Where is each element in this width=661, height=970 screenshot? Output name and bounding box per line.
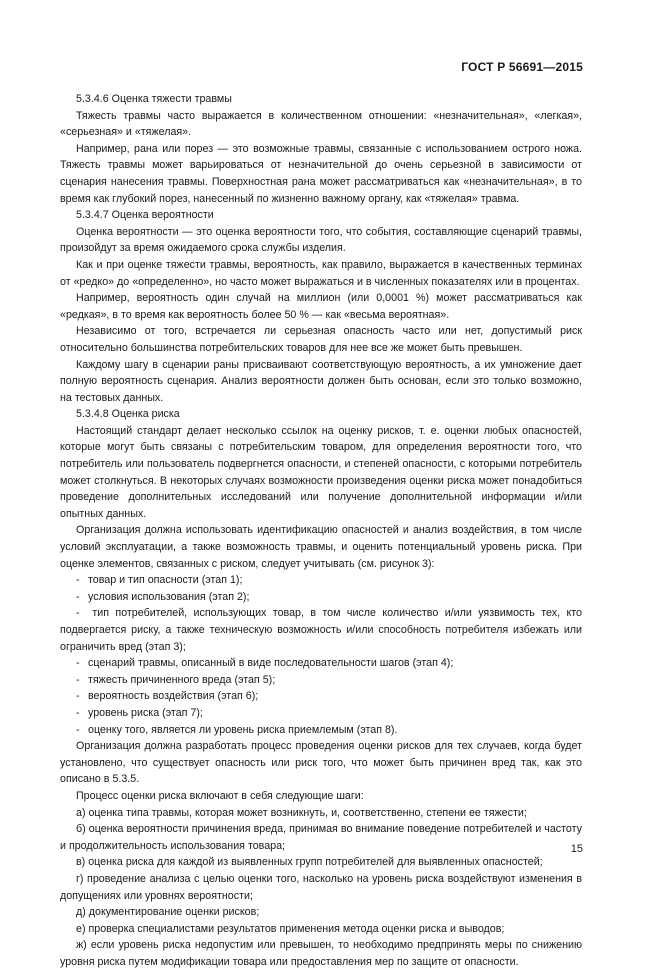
list-item [60, 672, 582, 689]
paragraph: Процесс оценки риска включают в себя следующие шаги: [76, 789, 364, 802]
list-item [60, 589, 582, 606]
list-item-text: вероятность воздействия (этап 6); [88, 690, 259, 703]
paragraph: Оценка вероятности — это оценка вероятности того, что события, составляющие сценарий травмы, произойдут за время ожидаемого срока службы изделия. [60, 225, 582, 255]
list-item-text: оценку того, является ли уровень риска приемлемым (этап 8). [88, 723, 398, 736]
section-heading-5-3-4-6: 5.3.4.6 Оценка тяжести травмы [76, 93, 232, 105]
list-item [60, 722, 582, 739]
list-item-text: сценарий травмы, описанный в виде последовательности шагов (этап 4); [88, 657, 454, 670]
paragraph: Как и при оценке тяжести травмы, вероятность, как правило, выражается в качественных терминах от «редко» до «определенно», но часто может выражаться и в численных показателях или в процентах. [60, 258, 582, 288]
list-item [60, 705, 582, 722]
dash-marker: - [76, 657, 80, 670]
page-body [60, 91, 582, 970]
step-item: д) документирование оценки рисков; [76, 906, 260, 919]
page-number: 15 [570, 843, 583, 855]
list-item-text: условия использования (этап 2); [88, 590, 250, 603]
step-item: е) проверка специалистами результатов применения метода оценки риска и выводов; [76, 922, 505, 935]
dash-marker: - [76, 574, 80, 587]
list-item-text: уровень риска (этап 7); [88, 706, 203, 719]
list-item [60, 572, 582, 589]
paragraph: Организация должна разработать процесс проведения оценки рисков для тех случаев, когда будет установлено, что существует опасность или риск того, что может быть причинен вред так, как это описано в 5.3.5. [60, 740, 582, 786]
section-heading-5-3-4-7: 5.3.4.7 Оценка вероятности [76, 209, 214, 222]
section-heading-5-3-4-8: 5.3.4.8 Оценка риска [76, 408, 180, 421]
list-item [60, 655, 582, 672]
paragraph: Тяжесть травмы часто выражается в количественном отношении: «незначительная», «легкая», «серьезная» и «тяжелая». [60, 109, 582, 139]
step-item: в) оценка риска для каждой из выявленных групп потребителей для выявленных опасностей; [76, 856, 543, 869]
step-item: г) проведение анализа с целью оценки того, насколько на уровень риска воздействуют изменения в допущениях или уровнях вероятности; [60, 872, 582, 902]
step-item: ж) если уровень риска недопустим или превышен, то необходимо предпринять меры по снижению уровня риска путем модификации товара или предоставления мер по защите от опасности. [60, 939, 582, 968]
list-item [60, 605, 582, 655]
step-item: б) оценка вероятности причинения вреда, принимая во внимание поведение потребителей и частоту и продолжительность использования товара; [60, 823, 582, 852]
list-item-text: тяжесть причиненного вреда (этап 5); [88, 673, 276, 686]
dash-marker: - [76, 706, 80, 719]
paragraph: Например, вероятность один случай на миллион (или 0,0001 %) может рассматриваться как «редкая», в то время как вероятность более 50 % — как «весьма вероятная». [60, 292, 582, 321]
paragraph: Настоящий стандарт делает несколько ссылок на оценку рисков, т. е. оценки любых опасностей, которые могут быть связаны с потребительским товаром, для определения вероятности того, что потребитель или пользователь подвергнется опасности, и степеней опасности, с которыми потребитель может столкнуться. В некоторых случаях возможности произведения оценки риска может понадобиться проведение дополнительных исследований или получение дополнительной информации и/или опытных данных. [60, 424, 582, 520]
list-item-text: товар и тип опасности (этап 1); [88, 574, 243, 587]
list-item [60, 688, 582, 705]
list-item-text: тип потребителей, использующих товар, в том числе количество и/или уязвимость тех, кто подвергается риску, а также техническую возможность и/или способность потребителя избежать или ограничить вред (этап 3); [60, 607, 582, 653]
paragraph: Независимо от того, встречается ли серьезная опасность часто или нет, допустимый риск относительно большинства потребительских товаров для нее все же может быть превышен. [60, 325, 582, 354]
paragraph: Организация должна использовать идентификацию опасностей и анализ воздействия, в том числе условий эксплуатации, а также возможность травмы, и оценить потенциальный уровень риска. При оценке элементов, связанных с риском, следует учитывать (см. рисунок 3): [60, 524, 582, 570]
dash-marker: - [76, 723, 80, 736]
dash-marker: - [76, 690, 80, 703]
step-item: а) оценка типа травмы, которая может возникнуть, и, соответственно, степени ее тяжести; [76, 806, 527, 819]
dash-marker: - [76, 673, 80, 686]
paragraph: Каждому шагу в сценарии раны присваивают соответствующую вероятность, а их умножение дает полную вероятность сценария. Анализ вероятности должен быть основан, если это только возможно, на тестовых данных. [60, 358, 582, 404]
paragraph: Например, рана или порез — это возможные травмы, связанные с использованием острого ножа. Тяжесть травмы может варьироваться от незначительной до очень серьезной в зависимости от сценария нанесения травмы. Поверхностная рана может рассматриваться как «незначительная», в то время как глубокий порез, нанесенный по жизненно важному органу, как «тяжелая» травма. [60, 142, 582, 205]
dash-marker: - [76, 607, 80, 620]
dash-marker: - [76, 590, 80, 603]
standard-code-header: ГОСТ Р 56691—2015 [461, 60, 583, 74]
